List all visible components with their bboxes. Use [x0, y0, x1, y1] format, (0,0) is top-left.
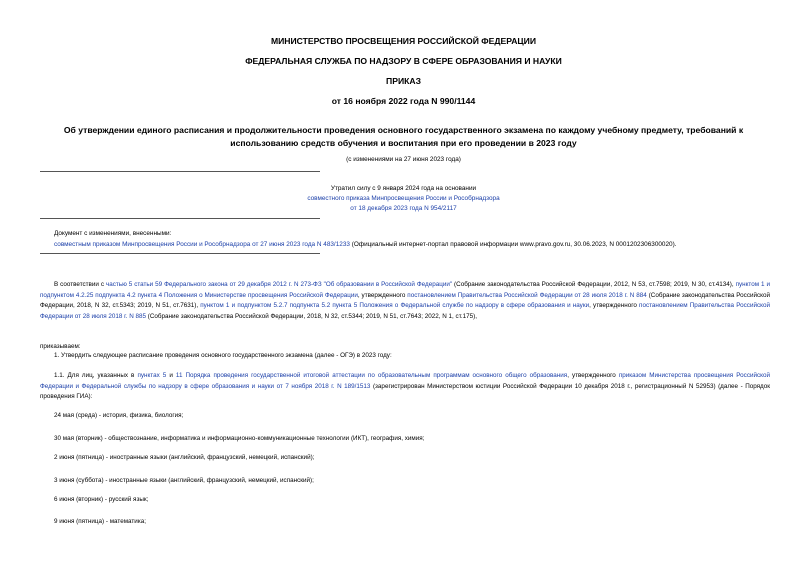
separator-rule [40, 253, 320, 254]
schedule-item: 3 июня (суббота) - иностранные языки (английский, французский, немецкий, испанский); [54, 477, 314, 484]
schedule-item: 6 июня (вторник) - русский язык; [54, 496, 149, 503]
changes-block [54, 229, 774, 250]
amendments-note: (с изменениями на 27 июня 2023 года) [346, 156, 461, 163]
service-heading: ФЕДЕРАЛЬНАЯ СЛУЖБА ПО НАДЗОРУ В СФЕРЕ ОБРАЗОВАНИЯ И НАУКИ [245, 56, 562, 66]
changes-label: Документ с изменениями, внесенными: [54, 230, 172, 237]
order-word: приказываем: [40, 343, 81, 350]
item-1: 1. Утвердить следующее расписание проведения основного государственного экзамена (далее - ОГЭ) в 2023 году: [54, 352, 392, 359]
separator-rule [40, 218, 320, 219]
doc-date-heading: от 16 ноября 2022 года N 990/1144 [331, 96, 476, 106]
item-1-1: 1.1. Для лиц, указанных в пунктах 5 и 11 Порядка проведения государственной итоговой аттестации по образовательным программам основного общего образования, утвержденного приказом Министерства просвещения Российской Федерации и Федеральной службы по надзору в сфере образования и науки от 7 ноября 2018 г. N 189/1513 (зарегистрирован Министерством юстиции Российской Федерации 10 декабря 2018 г., регистрационный N 52953) (далее - Порядок проведения ГИА): [40, 372, 771, 400]
repeal-text: Утратил силу с 9 января 2024 года на основании [330, 185, 477, 192]
resolution-885-link[interactable]: постановлением Правительства Российской Федерации от 28 июля 2018 г. N 885 [40, 302, 770, 320]
document-title: Об утверждении единого расписания и продолжительности проведения основного государственного экзамена по каждому учебному предмету, требований к использованию средств обучения и воспитания при его проведении в 2023 году [63, 125, 744, 148]
ministry-regulation-link[interactable]: пунктом 1 и подпунктом 4.2.25 подпункта 4.2 пункта 4 Положения о Министерстве просвещения Российской Федерации [40, 281, 770, 299]
repeal-status [0, 184, 807, 214]
schedule-item: 2 июня (пятница) - иностранные языки (английский, французский, немецкий, испанский); [54, 454, 315, 461]
resolution-884-link[interactable]: постановлением Правительства Российской Федерации от 28 июля 2018 г. N 884 [407, 291, 647, 299]
changes-source: (Официальный интернет-портал правовой информации www.pravo.gov.ru, 30.06.2023, N 0001202306300020). [349, 241, 677, 248]
schedule-item: 24 мая (среда) - история, физика, биология; [54, 412, 184, 419]
repeal-link-order[interactable]: совместного приказа Минпросвещения России и Рособрнадзора [307, 195, 500, 202]
doc-type-heading: ПРИКАЗ [386, 76, 421, 86]
service-regulation-link[interactable]: пунктом 1 и подпунктом 5.2.7 подпункта 5.2 пункта 5 Положения о Федеральной службе по надзору в сфере образования и науки [200, 302, 590, 309]
schedule-item: 9 июня (пятница) - математика; [54, 518, 146, 525]
law-link[interactable]: частью 5 статьи 59 Федерального закона от 29 декабря 2012 г. N 273-ФЗ "Об образовании в Российской Федерации" [105, 281, 453, 288]
separator-rule [40, 171, 320, 172]
repeal-link-date[interactable]: от 18 декабря 2023 года N 954/2117 [350, 205, 457, 212]
preamble-paragraph: В соответствии с частью 5 статьи 59 Федерального закона от 29 декабря 2012 г. N 273-ФЗ "Об образовании в Российской Федерации" (Собрание законодательства Российской Федерации, 2012, N 53, ст.7598; 2019, N 30, ст.4134), пунктом 1 и подпунктом 4.2.25 подпункта 4.2 пункта 4 Положения о Министерстве просвещения Российской Федерации, утвержденного постановлением Правительства Российской Федерации от 28 июля 2018 г. N 884 (Собрание законодательства Российской Федерации, 2018, N 32, ст.5343; 2019, N 51, ст.7631), пунктом 1 и подпунктом 5.2.7 подпункта 5.2 пункта 5 Положения о Федеральной службе по надзору в сфере образования и науки, утвержденного постановлением Правительства Российской Федерации от 28 июля 2018 г. N 885 (Собрание законодательства Российской Федерации, 2018, N 32, ст.5344; 2019, N 51, ст.7643; 2022, N 1, ст.175), [40, 281, 770, 320]
procedure-link[interactable]: 11 Порядка проведения государственной итоговой аттестации по образовательным программам основного общего образования [175, 372, 568, 379]
schedule-item: 30 мая (вторник) - обществознание, информатика и информационно-коммуникационные технологии (ИКТ), география, химия; [54, 435, 425, 442]
procedure-point-5-link[interactable]: пунктах 5 [137, 372, 167, 379]
joint-order-link[interactable]: приказом Министерства просвещения Российской Федерации и Федеральной службы по надзору в сфере образования и науки от 7 ноября 2018 г. N 189/1513 [40, 372, 771, 390]
ministry-heading: МИНИСТЕРСТВО ПРОСВЕЩЕНИЯ РОССИЙСКОЙ ФЕДЕРАЦИИ [270, 36, 537, 46]
changes-link[interactable]: совместным приказом Минпросвещения России и Рособрнадзора от 27 июня 2023 года N 483/1233 [54, 241, 350, 248]
